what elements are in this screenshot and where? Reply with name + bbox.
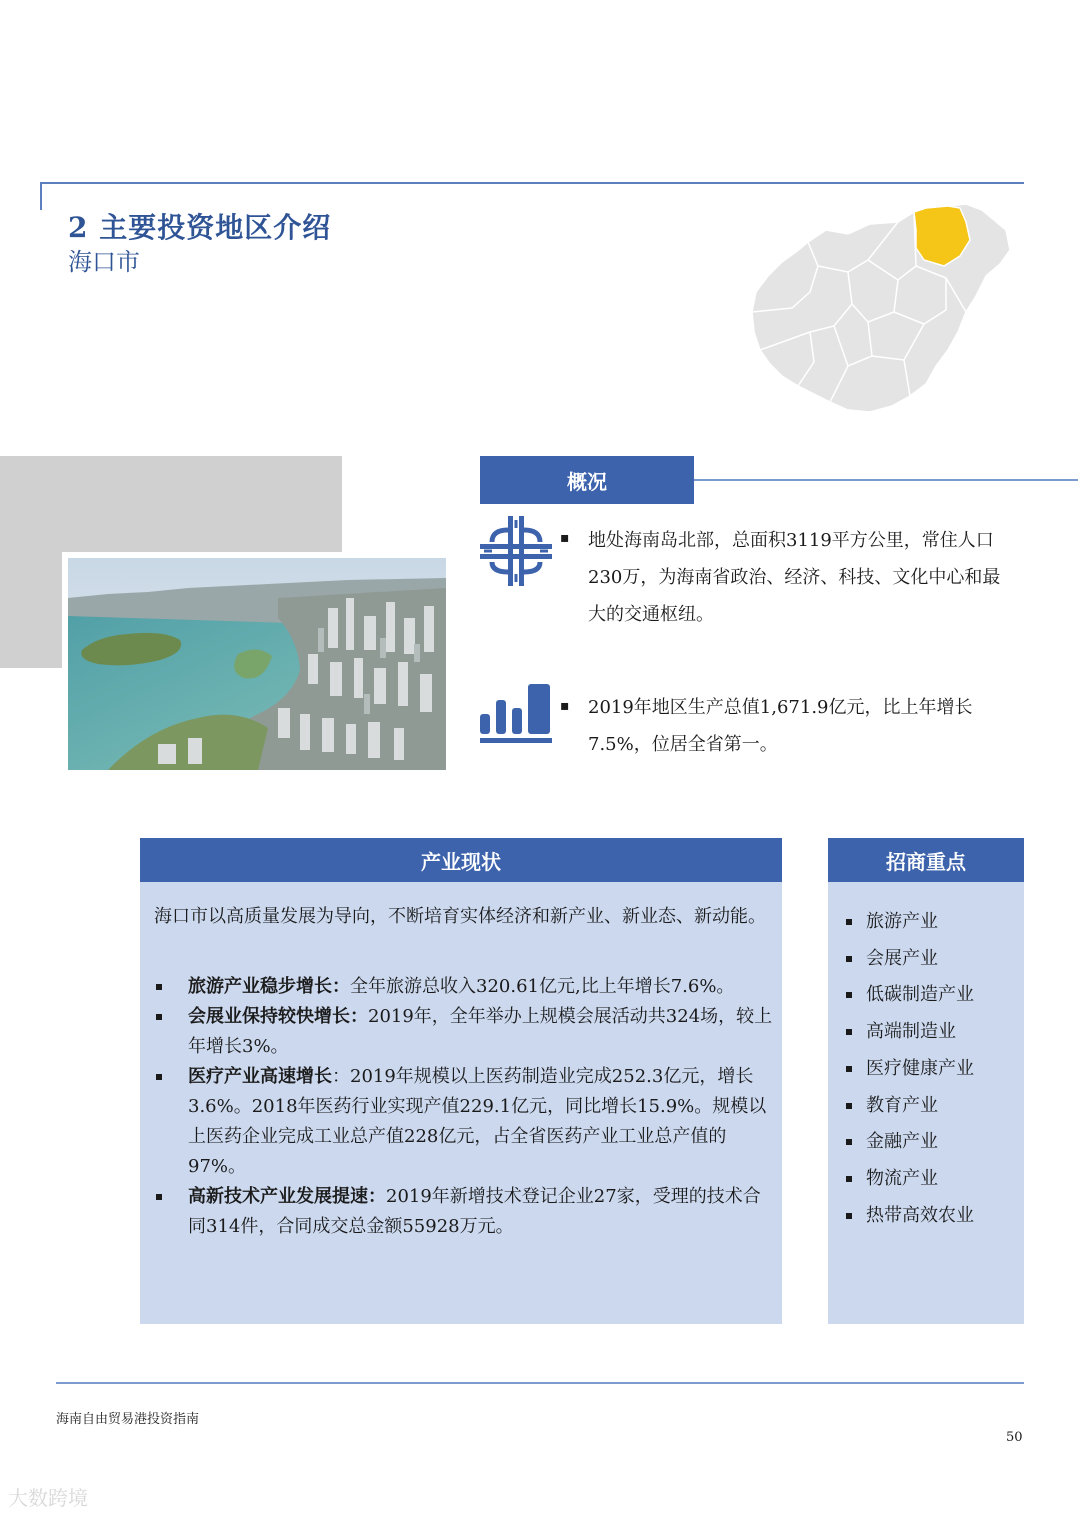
industry-list [154, 972, 776, 1242]
footer-rule [56, 1382, 1024, 1384]
list-item [846, 1051, 974, 1088]
list-item [154, 972, 776, 1002]
industry-intro: 海口市以高质量发展为导向，不断培育实体经济和新产业、新业态、新动能。 [154, 906, 766, 927]
focus-item-label: 热带高效农业 [866, 1204, 974, 1226]
item-text: ：2019年规模以上医药制造业完成252.3亿元，增长3.6%。2018年医药行业实现产值229.1亿元，同比增长15.9%。规模以上医药企业完成工业总产值228亿元，占全省医药产业工业总产值的97%。 [188, 1066, 767, 1177]
overview-bullet-2: ▪ [560, 698, 570, 714]
bullet-icon [846, 1066, 852, 1072]
focus-item-label: 低碳制造产业 [866, 984, 974, 1006]
section-title: 2 主要投资地区介绍 [68, 211, 332, 244]
bullet-icon [156, 1074, 162, 1080]
bullet-icon [846, 1176, 852, 1182]
bullet-icon [156, 1014, 162, 1020]
list-item [846, 1161, 974, 1198]
bullet-icon [156, 1194, 162, 1200]
focus-item-label: 高端制造业 [866, 1021, 956, 1043]
list-item [846, 1014, 974, 1051]
focus-item-label: 会展产业 [866, 947, 938, 969]
list-item [154, 1002, 776, 1062]
list-item [846, 904, 974, 941]
hainan-map [748, 200, 1018, 420]
list-item [154, 1062, 776, 1182]
bullet-icon [846, 1029, 852, 1035]
bullet-icon [846, 992, 852, 998]
header-rule-corner [40, 182, 42, 210]
page-number: 50 [1006, 1430, 1023, 1445]
focus-item-label: 医疗健康产业 [866, 1057, 974, 1079]
city-title: 海口市 [68, 248, 140, 276]
focus-panel-title: 招商重点 [828, 838, 1024, 882]
list-item [154, 1182, 776, 1242]
bar-chart-icon [480, 684, 552, 744]
focus-item-label: 旅游产业 [866, 911, 938, 932]
footer-doc-title: 海南自由贸易港投资指南 [56, 1412, 200, 1427]
item-text: 2019年新增技术登记企业27家，受理的技术合同314件，合同成交总金额55928万元。 [188, 1186, 761, 1237]
item-heading: 会展业保持较快增长： [188, 1006, 368, 1027]
focus-item-label: 教育产业 [866, 1094, 938, 1116]
item-heading: 高新技术产业发展提速： [188, 1186, 386, 1207]
list-item [846, 977, 974, 1014]
bullet-icon [156, 984, 162, 990]
watermark: 大数跨境 [8, 1486, 88, 1510]
list-item [846, 941, 974, 978]
bullet-icon [846, 1139, 852, 1145]
road-junction-icon [480, 516, 552, 586]
bullet-icon [846, 1103, 852, 1109]
haikou-city-photo [68, 558, 446, 770]
header-rule [40, 182, 1024, 184]
focus-list [846, 904, 974, 1234]
list-item [846, 1088, 974, 1125]
industry-panel-title: 产业现状 [140, 838, 782, 882]
focus-item-label: 金融产业 [866, 1131, 938, 1153]
bullet-icon [846, 919, 852, 925]
overview-text-2: 2019年地区生产总值1,671.9亿元，比上年增长7.5%，位居全省第一。 [588, 697, 973, 755]
bullet-icon [846, 1213, 852, 1219]
list-item [846, 1198, 974, 1235]
bullet-icon [846, 956, 852, 962]
item-heading: 旅游产业稳步增长： [188, 976, 350, 997]
item-text: 2019年，全年举办上规模会展活动共324场，较上年增长3%。 [188, 1006, 773, 1057]
overview-tab: 概况 [480, 456, 694, 504]
list-item [846, 1124, 974, 1161]
item-heading: 医疗产业高速增长 [188, 1066, 332, 1087]
overview-text-1: 地处海南岛北部，总面积3119平方公里，常住人口230万，为海南省政治、经济、科技、文化中心和最大的交通枢纽。 [588, 530, 1001, 625]
focus-item-label: 物流产业 [866, 1167, 938, 1189]
item-text: 全年旅游总收入320.61亿元,比上年增长7.6%。 [350, 976, 735, 997]
overview-rule [694, 479, 1078, 481]
overview-bullet-1: ▪ [560, 530, 570, 546]
